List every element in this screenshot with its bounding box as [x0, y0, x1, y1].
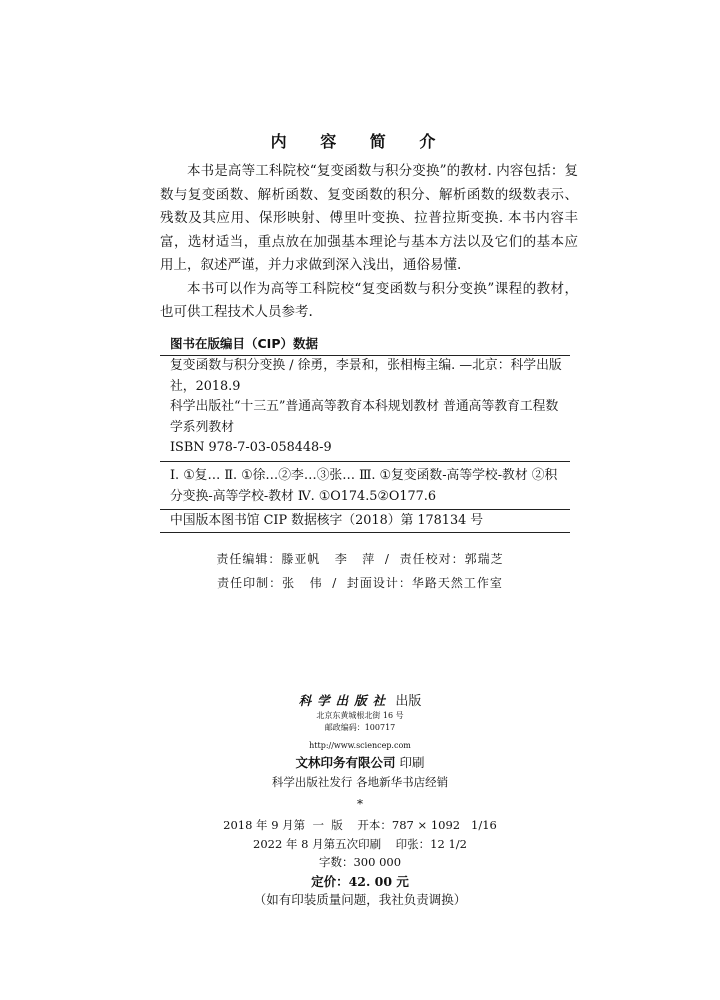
printer-line — [0, 753, 720, 771]
cip-record-number: 中国版本图书馆 CIP 数据核字（2018）第 178134 号 — [160, 510, 570, 533]
summary-title: 内 容 简 介 — [270, 132, 450, 151]
printer-name: 文林印务有限公司 — [295, 755, 396, 770]
edition-line: 2018 年 9 月第 一 版 开本：787 × 1092 1/16 — [223, 818, 497, 832]
cip-line-title: 复变函数与积分变换 / 徐勇，李景和，张相梅主编. —北京：科学出版社，2018.9 — [170, 358, 562, 394]
summary-paragraph-1: 本书是高等工科院校“复变函数与积分变换”的教材. 内容包括：复数与复变函数、解析函数、复变函数的积分、解析函数的级数表示、残数及其应用、保形映射、傅里叶变换、拉普拉斯变换. 本书内容丰富，选材适当，重点放在加强基本理论与基本方法以及它们的基本应用上，叙述严谨，并力求做到深入浅出，通俗易懂. — [160, 163, 578, 273]
publisher-postcode: 邮政编码：100717 — [324, 723, 396, 732]
cip-block — [160, 334, 570, 533]
credits-line-2-text: 责任印制：张 伟 / 封面设计：华路天然工作室 — [217, 576, 503, 590]
publisher-line — [0, 690, 720, 709]
printer-suffix: 印刷 — [399, 755, 425, 770]
publisher-url: http://www.sciencep.com — [309, 741, 411, 750]
printing-line: 2022 年 8 月第五次印刷 印张：12 1/2 — [253, 837, 467, 851]
cip-classification: Ⅰ. ①复… Ⅱ. ①徐…②李…③张… Ⅲ. ①复变函数-高等学校-教材 ②积分变换-高等学校-教材 Ⅳ. ①O174.5②O177.6 — [160, 462, 570, 510]
credits-line-1 — [0, 550, 720, 567]
word-count: 字数：300 000 — [318, 855, 402, 869]
distribution: 科学出版社发行 各地新华书店经销 — [271, 775, 449, 789]
summary-text — [160, 160, 578, 325]
summary-paragraph-2: 本书可以作为高等工科院校“复变函数与积分变换”课程的教材，也可供工程技术人员参考. — [160, 280, 578, 320]
quality-notice: （如有印装质量问题，我社负责调换） — [253, 892, 467, 907]
credits-line-2 — [0, 574, 720, 591]
publisher-name: 科学出版社 — [298, 693, 392, 708]
cip-header: 图书在版编目（CIP）数据 — [160, 334, 570, 356]
credits-line-1-text: 责任编辑：滕亚帆 李 萍 / 责任校对：郭瑞芝 — [216, 552, 504, 566]
separator-star: * — [357, 797, 363, 811]
publisher-suffix: 出版 — [395, 694, 422, 709]
cip-line-series: 科学出版社“十三五”普通高等教育本科规划教材 普通高等教育工程数学系列教材 — [170, 399, 559, 435]
publisher-address: 北京东黄城根北街 16 号 — [316, 711, 404, 720]
cip-body — [160, 356, 570, 462]
cip-isbn: ISBN 978-7-03-058448-9 — [170, 440, 332, 455]
price: 定价：42. 00 元 — [311, 874, 409, 889]
